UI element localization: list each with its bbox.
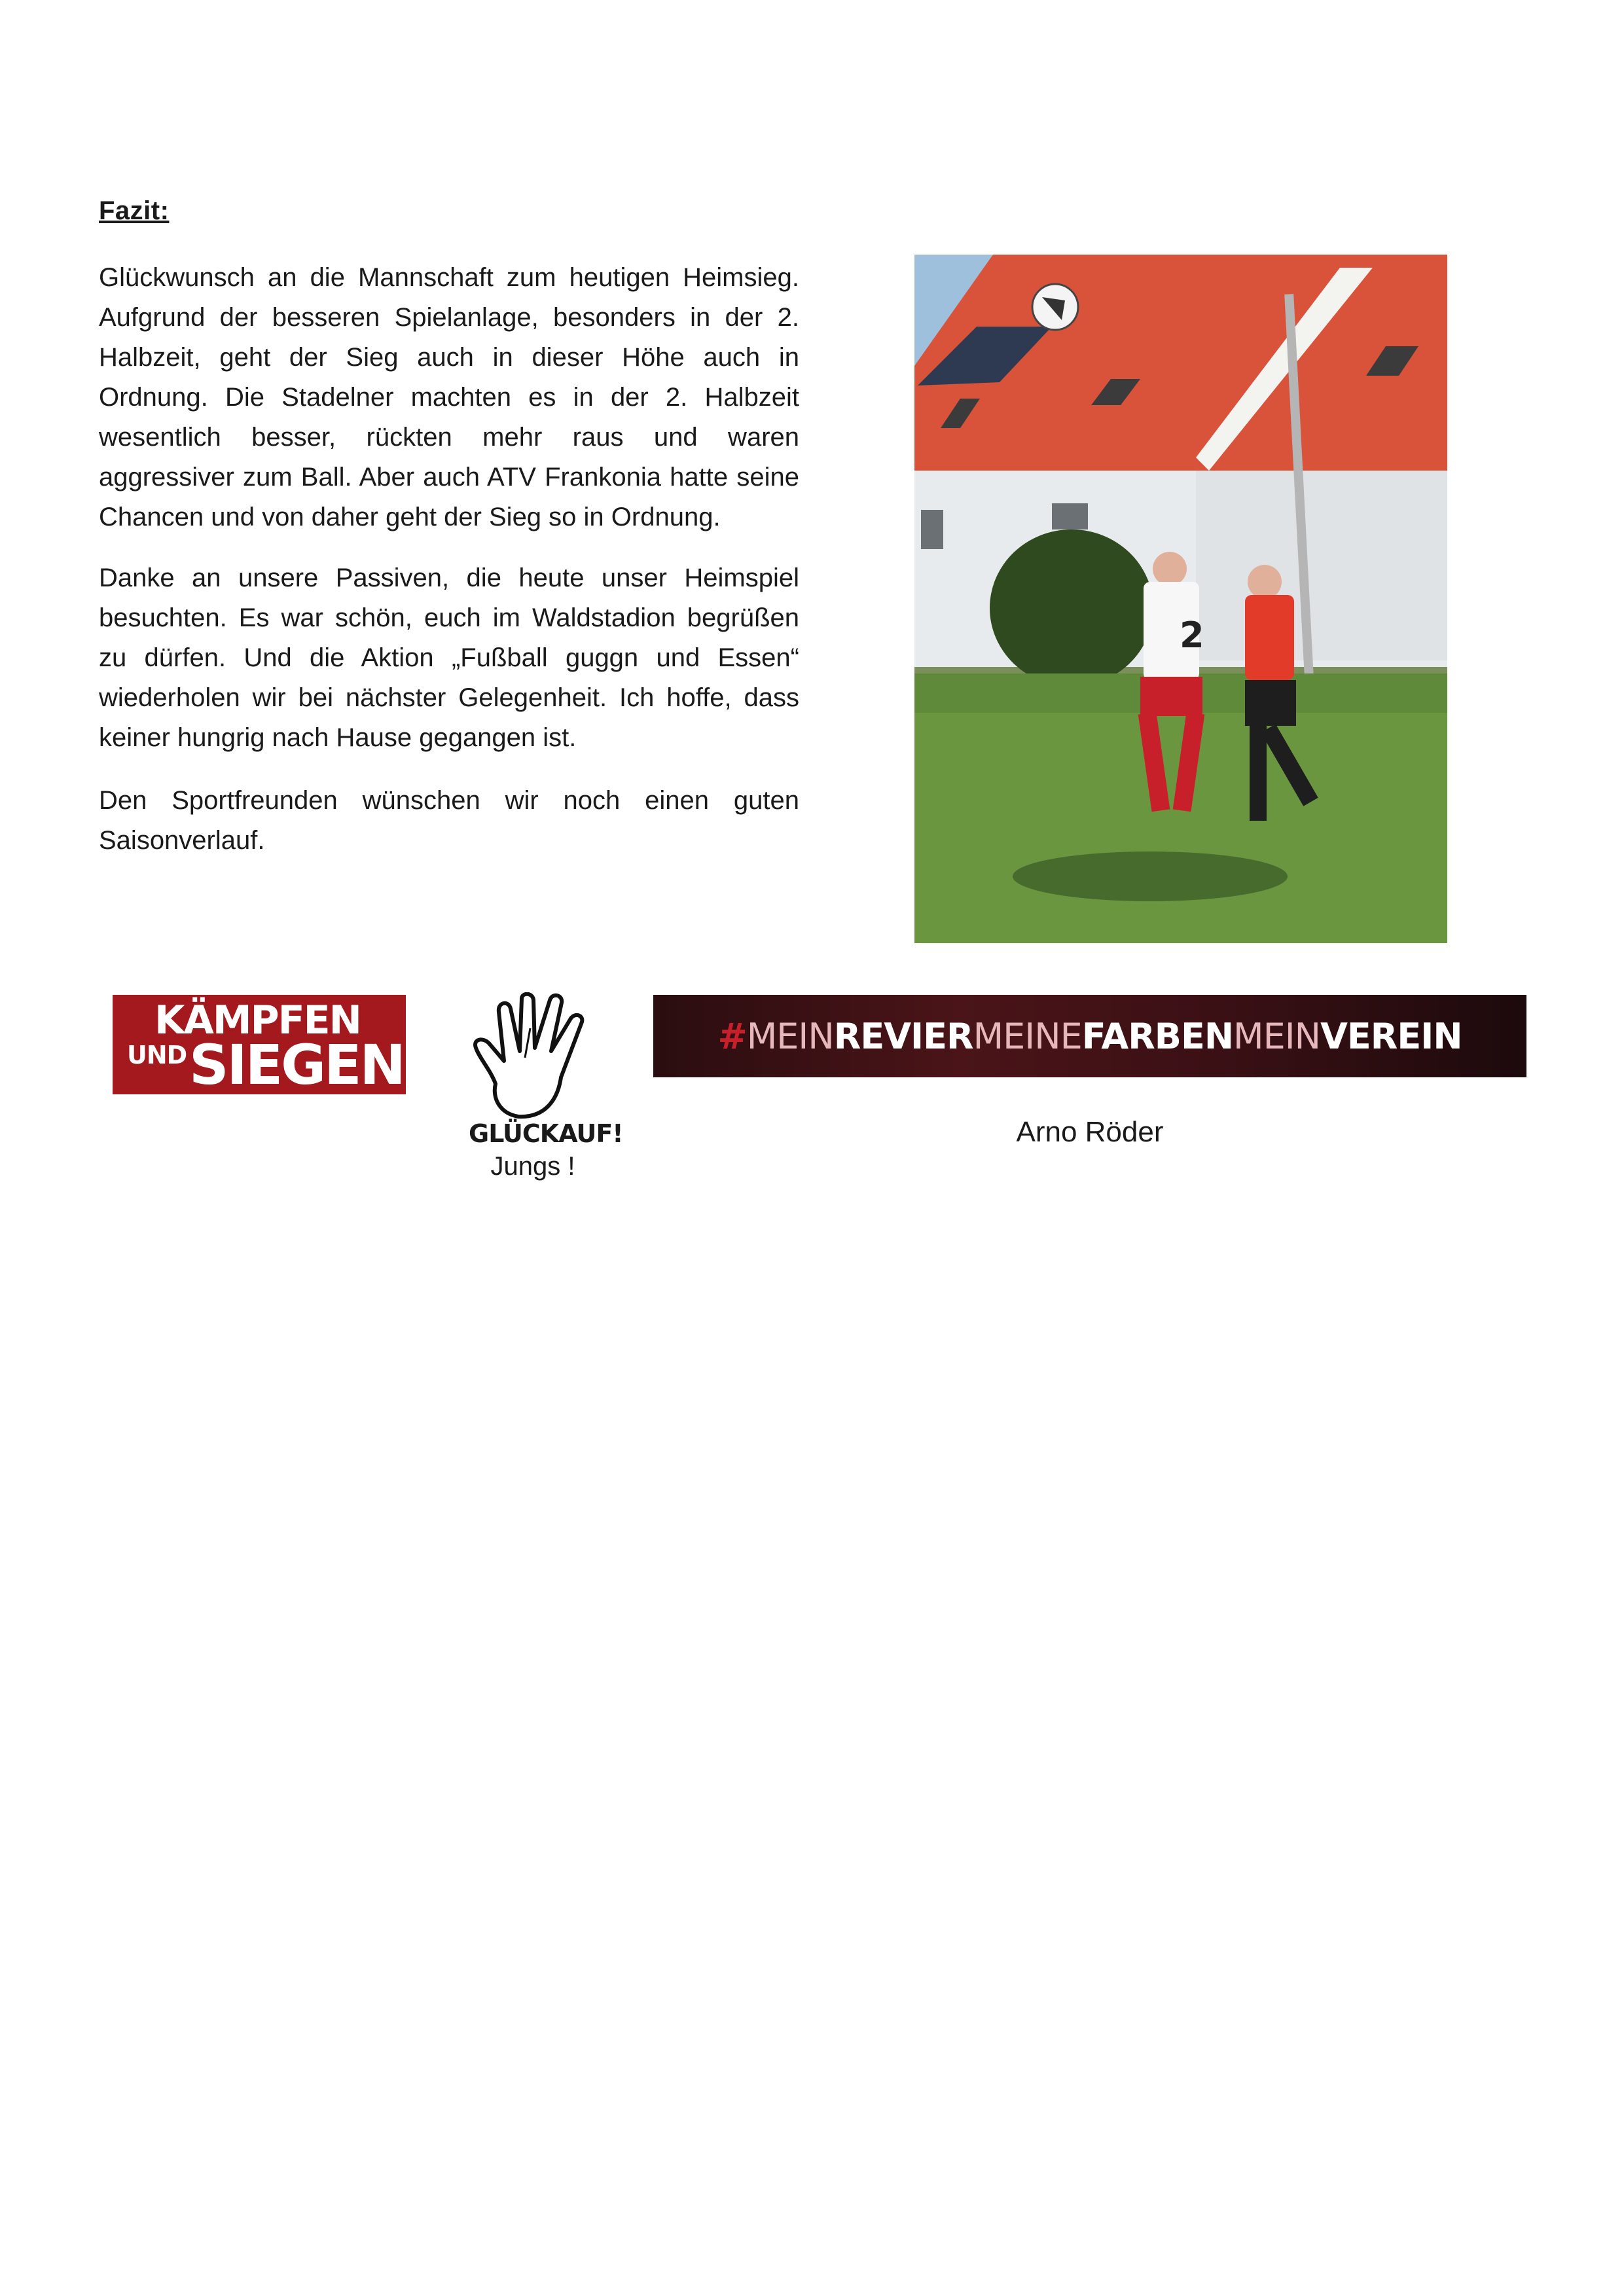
paragraph-wishes: Den Sportfreunden wünschen wir noch einen guten Saisonverlauf. — [99, 786, 799, 855]
paragraph-congratulations: Glückwunsch an die Mannschaft zum heutigen Heimsieg. Aufgrund der besseren Spielanlage, besonders in der 2. Halbzeit, geht der Sieg auch in dieser Höhe auch in Ordnung. Die Stadelner machten es in der 2. Halbzeit wesentlich besser, rückten mehr raus und waren aggressiver zum Ball. Aber auch ATV Frankonia hatte seine Chancen und von daher geht der Sieg so in Ordnung. — [99, 263, 799, 531]
paragraph-thanks: Danke an unsere Passiven, die heute unser Heimspiel besuchten. Es war schön, euch im Waldstadion begrüßen zu dürfen. Und die Aktion „Fußball guggn und Essen“ wiederholen wir bei nächster Gelegenheit. Ich hoffe, dass keiner hungrig nach Hause gegangen ist. — [99, 564, 799, 752]
banner-meine: MEINE — [973, 1015, 1082, 1057]
banner-revier: REVIER — [833, 1015, 973, 1057]
banner-hash: # — [717, 1015, 747, 1057]
mein-revier-banner — [653, 995, 1526, 1077]
vulcan-salute-hand-icon — [473, 992, 590, 1122]
banner-mein-1: MEIN — [746, 1015, 834, 1057]
logo-und-word: UND — [127, 1041, 187, 1069]
banner-farben: FARBEN — [1081, 1015, 1234, 1057]
match-photo — [914, 255, 1447, 943]
logo-kampfen-word: KÄMPFEN — [154, 997, 361, 1043]
banner-mein-2: MEIN — [1233, 1015, 1321, 1057]
section-heading: Fazit: — [99, 196, 170, 225]
glueckauf-caption: GLÜCKAUF! — [469, 1119, 623, 1148]
author-name: Arno Röder — [1016, 1116, 1164, 1148]
banner-verein: VEREIN — [1320, 1015, 1462, 1057]
photo-jersey-number: 2 — [1180, 615, 1204, 656]
logo-siegen-word: SIEGEN — [189, 1033, 404, 1097]
kampfen-und-siegen-logo — [113, 995, 406, 1097]
jungs-text: Jungs ! — [490, 1152, 575, 1181]
